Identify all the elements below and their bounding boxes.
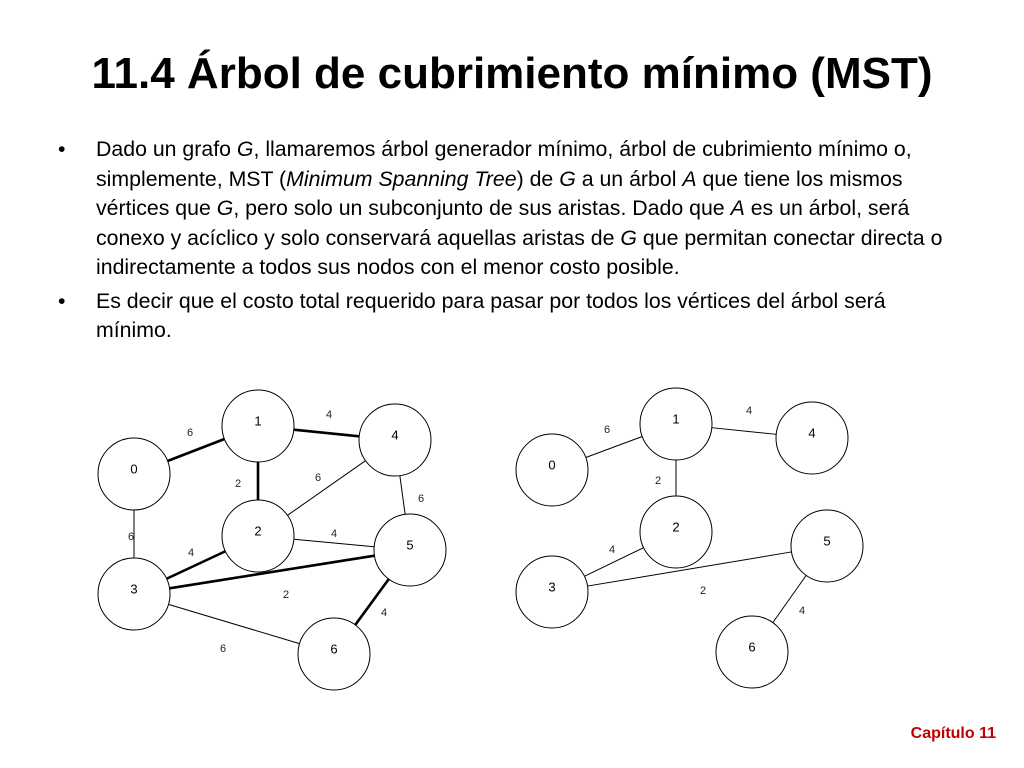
node-label: 6 <box>330 641 338 657</box>
bullet-dot: • <box>58 137 66 161</box>
node-label: 2 <box>672 519 680 535</box>
edge-0-1 <box>586 437 642 458</box>
node-label: 0 <box>548 457 556 473</box>
bullet-text <box>96 289 886 343</box>
node-label: 5 <box>406 537 414 553</box>
edge-weight-label: 2 <box>234 477 242 490</box>
edge-weight-label: 4 <box>745 404 753 417</box>
edge-weight-label: 2 <box>699 584 707 597</box>
bullet-item-2 <box>58 287 958 346</box>
chapter-footer: Capítulo 11 <box>910 725 996 742</box>
edge-1-4 <box>294 430 359 437</box>
edge-weight-label: 6 <box>417 492 425 505</box>
node-label: 4 <box>391 427 399 443</box>
graph-right <box>516 388 863 688</box>
edge-weight-label: 6 <box>186 426 194 439</box>
italic-term: G <box>216 196 234 220</box>
bullet-text <box>96 137 942 279</box>
node-label: 4 <box>808 425 816 441</box>
edge-weight-label: 4 <box>380 606 388 619</box>
text-segment: a un árbol <box>575 166 683 191</box>
edge-4-5 <box>400 476 405 515</box>
node-label: 6 <box>748 639 756 655</box>
edge-weight-label: 4 <box>330 527 338 540</box>
text-segment: Dado un grafo <box>96 137 237 161</box>
text-segment: , llamaremos árbol generador mínimo, árbol de cubrimiento mínimo o, simplemente, MST ( <box>96 137 912 191</box>
italic-term: Minimum Spanning Tree <box>286 166 517 191</box>
bullet-item-1 <box>58 135 958 283</box>
graph-left <box>98 390 446 690</box>
node-label: 2 <box>254 523 262 539</box>
node-label: 0 <box>130 461 138 477</box>
edge-weight-label: 2 <box>282 588 290 601</box>
edge-weight-label: 4 <box>608 543 616 556</box>
slide-title: 11.4 Árbol de cubrimiento mínimo (MST) <box>91 49 933 98</box>
italic-term: A <box>730 196 745 220</box>
graph-diagrams <box>0 380 1024 710</box>
edge-weight-label: 6 <box>127 530 135 543</box>
bullet-dot: • <box>58 288 66 313</box>
text-segment: que tiene los mismos vértices que <box>96 166 903 220</box>
edge-1-4 <box>712 428 776 435</box>
italic-term: A <box>682 166 697 191</box>
node-label: 1 <box>254 413 262 429</box>
edge-2-3 <box>167 551 226 578</box>
text-segment: que permitan conectar directa o indirectamente a todos sus nodos con el menor costo posible. <box>96 225 943 279</box>
edge-weight-label: 6 <box>603 423 611 436</box>
edge-weight-label: 4 <box>798 604 806 617</box>
node-label: 1 <box>672 411 680 427</box>
italic-term: G <box>236 137 254 161</box>
text-segment: es un árbol, será conexo y acíclico y solo conservará aquellas aristas de <box>96 196 910 250</box>
node-label: 3 <box>548 579 556 595</box>
edge-0-1 <box>168 439 225 461</box>
edge-weight-label: 4 <box>325 408 333 421</box>
edge-2-5 <box>294 539 374 546</box>
text-segment: ) de <box>516 166 560 191</box>
node-label: 3 <box>130 581 138 597</box>
node-label: 5 <box>823 533 831 549</box>
edge-weight-label: 2 <box>654 474 662 487</box>
italic-term: G <box>559 166 576 191</box>
italic-term: G <box>620 225 637 250</box>
edge-weight-label: 6 <box>219 642 227 655</box>
edge-weight-label: 6 <box>314 471 322 484</box>
edge-weight-label: 4 <box>187 546 195 559</box>
edge-3-6 <box>168 604 299 643</box>
text-segment: Es decir que el costo total requerido para pasar por todos los vértices del árbol será mínimo. <box>96 288 886 342</box>
bullet-list <box>58 135 958 346</box>
edge-2-4 <box>287 461 365 516</box>
text-segment: , pero solo un subconjunto de sus aristas. Dado que <box>233 196 731 220</box>
